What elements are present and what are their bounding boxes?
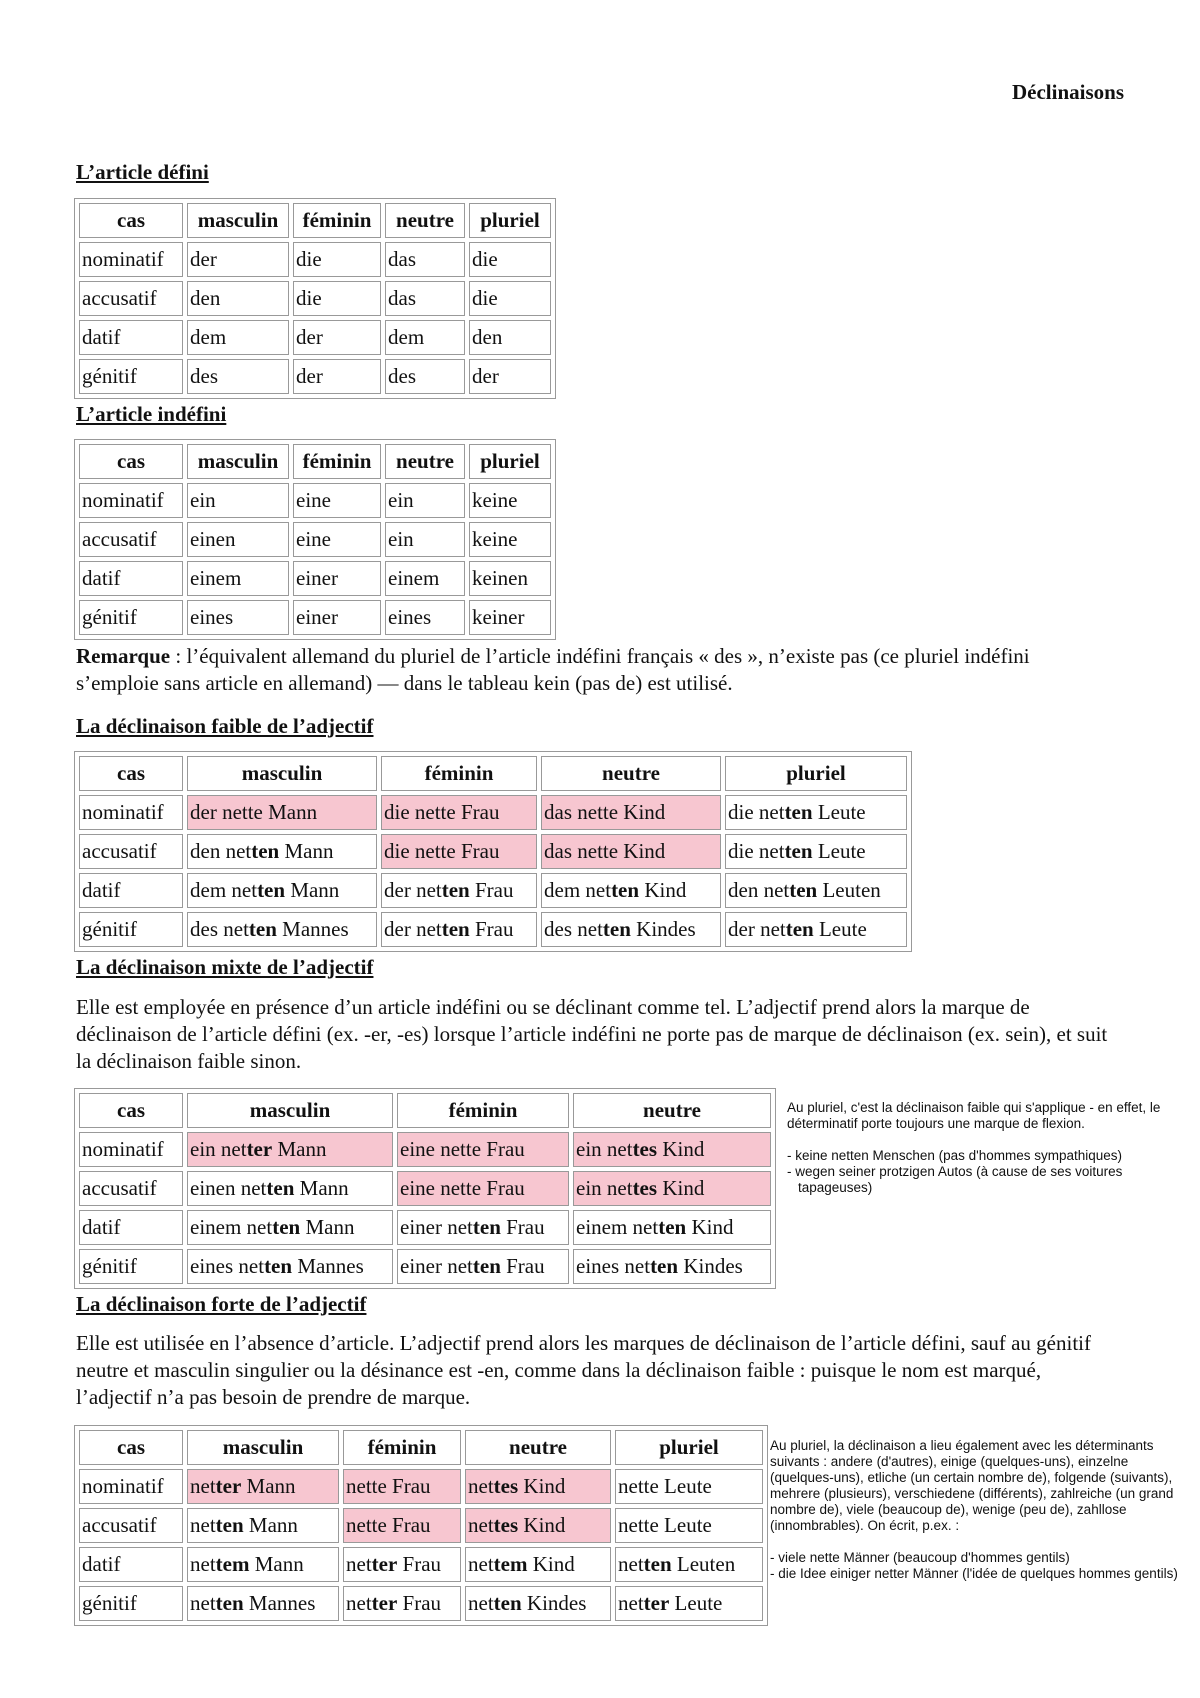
table-row (79, 242, 551, 277)
ending-highlight: ten (643, 1552, 672, 1576)
declension-cell (573, 1210, 771, 1245)
form-suffix: Mann (272, 1137, 327, 1161)
case-label-cell: accusatif (79, 281, 183, 316)
form-prefix: nette Leute (618, 1474, 712, 1498)
declension-cell: ein (385, 483, 465, 518)
form-prefix: des net (190, 917, 249, 941)
strong-declension-intro: Elle est utilisée en l’absence d’article. L’adjectif prend alors les marques de déclinaison de l’article défini, sauf au génitif neutre et masculin singulier ou la désinance est -en, comme dans la déclinaison faible : puisque le nom est marqué, l’adjectif n’a pas besoin de prendre de marque. (76, 1331, 1091, 1409)
form-suffix: Frau (397, 1552, 442, 1576)
ending-highlight: ten (650, 1254, 679, 1278)
ending-highlight: tem (215, 1552, 250, 1576)
case-label-cell: nominatif (79, 1132, 183, 1167)
declension-cell: der (293, 359, 381, 394)
form-prefix: den net (190, 839, 252, 863)
declension-cell (187, 795, 377, 830)
col-header-masculine: masculin (187, 444, 289, 479)
ending-highlight: ter (246, 1137, 273, 1161)
definite-article-table (74, 198, 556, 399)
col-header-plural: pluriel (469, 444, 551, 479)
declension-cell: eines (187, 600, 289, 635)
form-prefix: die net (728, 839, 785, 863)
declension-cell (343, 1508, 461, 1543)
form-prefix: des net (544, 917, 603, 941)
declension-cell (187, 873, 377, 908)
form-suffix: Leute (812, 839, 866, 863)
form-prefix: der net (728, 917, 786, 941)
declension-cell: keinen (469, 561, 551, 596)
form-suffix: Kind (518, 1513, 566, 1537)
form-suffix: Mann (300, 1215, 355, 1239)
table-row (79, 483, 551, 518)
form-prefix: eine nette Frau (400, 1176, 525, 1200)
case-label-cell: génitif (79, 1249, 183, 1284)
declension-cell (381, 795, 537, 830)
col-header-masculine: masculin (187, 1430, 339, 1465)
col-header-neuter: neutre (573, 1093, 771, 1128)
form-prefix: eines net (190, 1254, 265, 1278)
ending-highlight: ter (643, 1591, 670, 1615)
col-header-feminine: féminin (343, 1430, 461, 1465)
declension-cell (187, 1249, 393, 1284)
form-prefix: net (468, 1474, 494, 1498)
ending-highlight: ten (493, 1591, 522, 1615)
declension-cell: keine (469, 483, 551, 518)
form-prefix: einem net (576, 1215, 659, 1239)
form-suffix: Kind (657, 1137, 705, 1161)
col-header-plural: pluriel (615, 1430, 763, 1465)
declension-cell: das (385, 242, 465, 277)
declension-cell (187, 1210, 393, 1245)
declension-cell (187, 1586, 339, 1621)
declension-cell (187, 1469, 339, 1504)
declension-cell: eine (293, 483, 381, 518)
ending-highlight: tes (493, 1513, 519, 1537)
case-label-cell: datif (79, 873, 183, 908)
table-header-row (79, 756, 907, 791)
declension-cell (615, 1508, 763, 1543)
declension-cell: der (469, 359, 551, 394)
remark-text: : l’équivalent allemand du pluriel de l’article indéfini français « des », n’existe pas (ce pluriel indéfini s’emploie sans article en allemand) — dans le tableau kein (pas de) est utilisé. (76, 644, 1030, 695)
strong-declension-table (74, 1425, 768, 1626)
form-prefix: dem net (544, 878, 612, 902)
ending-highlight: ten (266, 1176, 295, 1200)
case-label-cell: accusatif (79, 522, 183, 557)
case-label-cell: nominatif (79, 242, 183, 277)
ending-highlight: tes (493, 1474, 519, 1498)
form-prefix: der nette Mann (190, 800, 318, 824)
declension-cell: die (469, 281, 551, 316)
col-header-masculine: masculin (187, 203, 289, 238)
declension-cell: einem (385, 561, 465, 596)
declension-cell (187, 912, 377, 947)
declension-cell (725, 912, 907, 947)
table-header-row (79, 1093, 771, 1128)
form-suffix: Mann (243, 1513, 298, 1537)
col-header-neuter: neutre (465, 1430, 611, 1465)
case-label-cell: datif (79, 1210, 183, 1245)
declension-cell: das (385, 281, 465, 316)
declension-cell: die (293, 281, 381, 316)
declension-cell (573, 1171, 771, 1206)
declension-cell (187, 1171, 393, 1206)
col-header-feminine: féminin (381, 756, 537, 791)
ending-highlight: ten (784, 839, 813, 863)
form-suffix: Frau (469, 878, 514, 902)
form-prefix: der net (384, 878, 442, 902)
form-prefix: net (618, 1552, 644, 1576)
remark-label: Remarque (76, 644, 171, 668)
declension-cell (725, 795, 907, 830)
table-row (79, 873, 907, 908)
form-suffix: Kind (657, 1176, 705, 1200)
mixed-declension-note (787, 1100, 1199, 1196)
declension-cell (187, 834, 377, 869)
form-suffix: Mann (279, 839, 334, 863)
ending-highlight: ten (472, 1254, 501, 1278)
table-row (79, 1249, 771, 1284)
form-prefix: nette Frau (346, 1474, 431, 1498)
declension-cell (725, 834, 907, 869)
case-label-cell: accusatif (79, 834, 183, 869)
col-header-case: cas (79, 1093, 183, 1128)
table-row (79, 1210, 771, 1245)
note-example: - die Idee einiger netter Männer (l'idée de quelques hommes gentils) (770, 1566, 1178, 1581)
declension-cell: einem (187, 561, 289, 596)
form-prefix: ein net (190, 1137, 247, 1161)
remark-paragraph (76, 643, 1116, 697)
declension-cell (573, 1132, 771, 1167)
case-label-cell: datif (79, 561, 183, 596)
form-prefix: net (346, 1552, 372, 1576)
declension-cell (381, 834, 537, 869)
heading-indefinite-article: L’article indéfini (76, 402, 227, 426)
case-label-cell: datif (79, 320, 183, 355)
form-prefix: net (468, 1591, 494, 1615)
form-prefix: ein net (576, 1176, 633, 1200)
heading-definite-article: L’article défini (76, 160, 209, 184)
table-row (79, 795, 907, 830)
mixed-declension-intro: Elle est employée en présence d’un article indéfini ou se déclinant comme tel. L’adjectif prend alors la marque de déclinaison de l’article défini (ex. -er, -es) lorsque l’article indéfini ne porte pas de marque de déclinaison (ex. sein), et suit la déclinaison faible sinon. (76, 995, 1108, 1073)
ending-highlight: tes (632, 1176, 658, 1200)
form-suffix: Mannes (243, 1591, 316, 1615)
declension-cell (541, 873, 721, 908)
col-header-masculine: masculin (187, 1093, 393, 1128)
declension-cell (725, 873, 907, 908)
table-row (79, 359, 551, 394)
declension-cell (187, 1132, 393, 1167)
col-header-masculine: masculin (187, 756, 377, 791)
table-row (79, 320, 551, 355)
declension-cell: der (187, 242, 289, 277)
table-row (79, 1586, 763, 1621)
case-label-cell: génitif (79, 1586, 183, 1621)
table-header-row (79, 1430, 763, 1465)
case-label-cell: génitif (79, 359, 183, 394)
table-header-row (79, 444, 551, 479)
form-suffix: Mann (294, 1176, 349, 1200)
table-row (79, 1132, 771, 1167)
declension-cell (615, 1547, 763, 1582)
form-suffix: Mann (285, 878, 340, 902)
note-intro: Au pluriel, la déclinaison a lieu également avec les déterminants suivants : andere (d'autres), einige (quelques-uns), einzelne (quelques-uns), etliche (un certain nombre de), folgende (suivants), mehrere (plusieurs), verschiedene (différents), zahlreiche (un grand nombre de), viele (beaucoup de), wenige (peu de), zahllose (innombrables). On écrit, p.ex. : (770, 1438, 1174, 1533)
col-header-neuter: neutre (385, 444, 465, 479)
form-prefix: net (468, 1513, 494, 1537)
ending-highlight: ten (257, 878, 286, 902)
mixed-declension-table (74, 1088, 776, 1289)
form-prefix: einer net (400, 1254, 473, 1278)
form-suffix: Mannes (276, 917, 349, 941)
table-header-row (79, 203, 551, 238)
form-suffix: Kindes (630, 917, 696, 941)
ending-highlight: tem (493, 1552, 528, 1576)
ending-highlight: tes (632, 1137, 658, 1161)
ending-highlight: ter (371, 1552, 398, 1576)
declension-cell (187, 1547, 339, 1582)
form-prefix: eine nette Frau (400, 1137, 525, 1161)
case-label-cell: nominatif (79, 1469, 183, 1504)
declension-cell (465, 1508, 611, 1543)
case-label-cell: nominatif (79, 795, 183, 830)
ending-highlight: ten (264, 1254, 293, 1278)
form-suffix: Leute (812, 800, 866, 824)
form-prefix: die nette Frau (384, 800, 500, 824)
case-label-cell: génitif (79, 600, 183, 635)
form-suffix: Kind (527, 1552, 575, 1576)
ending-highlight: ten (785, 917, 814, 941)
form-prefix: net (618, 1591, 644, 1615)
heading-mixed-declension: La déclinaison mixte de l’adjectif (76, 955, 374, 979)
form-suffix: Leuten (671, 1552, 736, 1576)
strong-declension-note (770, 1438, 1182, 1582)
declension-cell (465, 1586, 611, 1621)
declension-cell: ein (187, 483, 289, 518)
form-prefix: das nette Kind (544, 839, 666, 863)
col-header-feminine: féminin (293, 444, 381, 479)
declension-cell (381, 873, 537, 908)
form-prefix: einen net (190, 1176, 267, 1200)
form-prefix: dem net (190, 878, 258, 902)
declension-cell: keiner (469, 600, 551, 635)
declension-cell (343, 1547, 461, 1582)
declension-cell: einer (293, 600, 381, 635)
ending-highlight: ten (611, 878, 640, 902)
table-row (79, 1469, 763, 1504)
table-row (79, 522, 551, 557)
note-example: - wegen seiner protzigen Autos (à cause de ses voitures tapageuses) (787, 1164, 1123, 1195)
ending-highlight: ten (441, 878, 470, 902)
declension-cell (343, 1586, 461, 1621)
ending-highlight: ten (472, 1215, 501, 1239)
form-suffix: Frau (469, 917, 514, 941)
ending-highlight: ten (248, 917, 277, 941)
form-prefix: ein net (576, 1137, 633, 1161)
form-suffix: Kind (639, 878, 687, 902)
col-header-neuter: neutre (541, 756, 721, 791)
table-row (79, 1508, 763, 1543)
declension-cell: des (385, 359, 465, 394)
heading-strong-declension: La déclinaison forte de l’adjectif (76, 1292, 367, 1316)
case-label-cell: génitif (79, 912, 183, 947)
form-prefix: eines net (576, 1254, 651, 1278)
declension-cell: eine (293, 522, 381, 557)
form-prefix: net (190, 1474, 216, 1498)
heading-weak-declension: La déclinaison faible de l’adjectif (76, 714, 374, 738)
form-suffix: Mann (241, 1474, 296, 1498)
ending-highlight: ten (441, 917, 470, 941)
declension-cell: den (187, 281, 289, 316)
col-header-case: cas (79, 756, 183, 791)
declension-cell (343, 1469, 461, 1504)
form-prefix: die net (728, 800, 785, 824)
table-row (79, 912, 907, 947)
declension-cell (541, 834, 721, 869)
ending-highlight: ter (215, 1474, 242, 1498)
declension-cell (573, 1249, 771, 1284)
ending-highlight: ten (784, 800, 813, 824)
col-header-neuter: neutre (385, 203, 465, 238)
form-suffix: Leuten (817, 878, 881, 902)
declension-cell: der (293, 320, 381, 355)
form-prefix: net (346, 1591, 372, 1615)
declension-cell: dem (385, 320, 465, 355)
declension-cell: keine (469, 522, 551, 557)
declension-cell: die (469, 242, 551, 277)
form-suffix: Mann (249, 1552, 304, 1576)
declension-cell (187, 1508, 339, 1543)
form-prefix: net (190, 1591, 216, 1615)
note-example: - viele nette Männer (beaucoup d'hommes gentils) (770, 1550, 1070, 1565)
form-prefix: der net (384, 917, 442, 941)
declension-cell (541, 912, 721, 947)
ending-highlight: ter (371, 1591, 398, 1615)
form-suffix: Mannes (292, 1254, 364, 1278)
form-suffix: Frau (397, 1591, 442, 1615)
table-row (79, 834, 907, 869)
ending-highlight: ten (272, 1215, 301, 1239)
table-row (79, 600, 551, 635)
table-row (79, 1547, 763, 1582)
indefinite-article-table (74, 439, 556, 640)
declension-cell (465, 1547, 611, 1582)
ending-highlight: ten (789, 878, 818, 902)
form-prefix: den net (728, 878, 790, 902)
declension-cell (397, 1171, 569, 1206)
form-prefix: die nette Frau (384, 839, 500, 863)
declension-cell (381, 912, 537, 947)
col-header-plural: pluriel (469, 203, 551, 238)
ending-highlight: ten (602, 917, 631, 941)
declension-cell (397, 1132, 569, 1167)
form-suffix: Leute (813, 917, 867, 941)
declension-cell: die (293, 242, 381, 277)
declension-cell: des (187, 359, 289, 394)
case-label-cell: accusatif (79, 1171, 183, 1206)
table-row (79, 281, 551, 316)
form-prefix: net (190, 1513, 216, 1537)
form-suffix: Frau (500, 1215, 545, 1239)
col-header-feminine: féminin (397, 1093, 569, 1128)
declension-cell: dem (187, 320, 289, 355)
declension-cell: ein (385, 522, 465, 557)
form-prefix: net (468, 1552, 494, 1576)
form-suffix: Kindes (521, 1591, 587, 1615)
form-suffix: Leute (669, 1591, 723, 1615)
note-intro: Au pluriel, c'est la déclinaison faible qui s'applique - en effet, le déterminatif porte toujours une marque de flexion. (787, 1100, 1161, 1131)
case-label-cell: accusatif (79, 1508, 183, 1543)
note-example: - keine netten Menschen (pas d'hommes sympathiques) (787, 1148, 1122, 1163)
ending-highlight: ten (215, 1591, 244, 1615)
declension-cell: einen (187, 522, 289, 557)
ending-highlight: ten (658, 1215, 687, 1239)
ending-highlight: ten (251, 839, 280, 863)
col-header-case: cas (79, 1430, 183, 1465)
form-suffix: Frau (500, 1254, 545, 1278)
form-prefix: net (190, 1552, 216, 1576)
declension-cell (615, 1586, 763, 1621)
col-header-case: cas (79, 444, 183, 479)
col-header-plural: pluriel (725, 756, 907, 791)
declension-cell (397, 1210, 569, 1245)
declension-cell (541, 795, 721, 830)
form-suffix: Kind (518, 1474, 566, 1498)
weak-declension-table (74, 751, 912, 952)
case-label-cell: nominatif (79, 483, 183, 518)
declension-cell (615, 1469, 763, 1504)
table-row (79, 1171, 771, 1206)
case-label-cell: datif (79, 1547, 183, 1582)
col-header-feminine: féminin (293, 203, 381, 238)
form-prefix: einem net (190, 1215, 273, 1239)
declension-cell (397, 1249, 569, 1284)
declension-cell: einer (293, 561, 381, 596)
declension-cell (465, 1469, 611, 1504)
declension-cell: eines (385, 600, 465, 635)
form-suffix: Kind (686, 1215, 734, 1239)
col-header-case: cas (79, 203, 183, 238)
table-row (79, 561, 551, 596)
form-prefix: nette Leute (618, 1513, 712, 1537)
declension-cell: den (469, 320, 551, 355)
form-prefix: einer net (400, 1215, 473, 1239)
form-prefix: das nette Kind (544, 800, 666, 824)
form-prefix: nette Frau (346, 1513, 431, 1537)
ending-highlight: ten (215, 1513, 244, 1537)
page-title: Déclinaisons (1012, 80, 1125, 104)
form-suffix: Kindes (678, 1254, 743, 1278)
